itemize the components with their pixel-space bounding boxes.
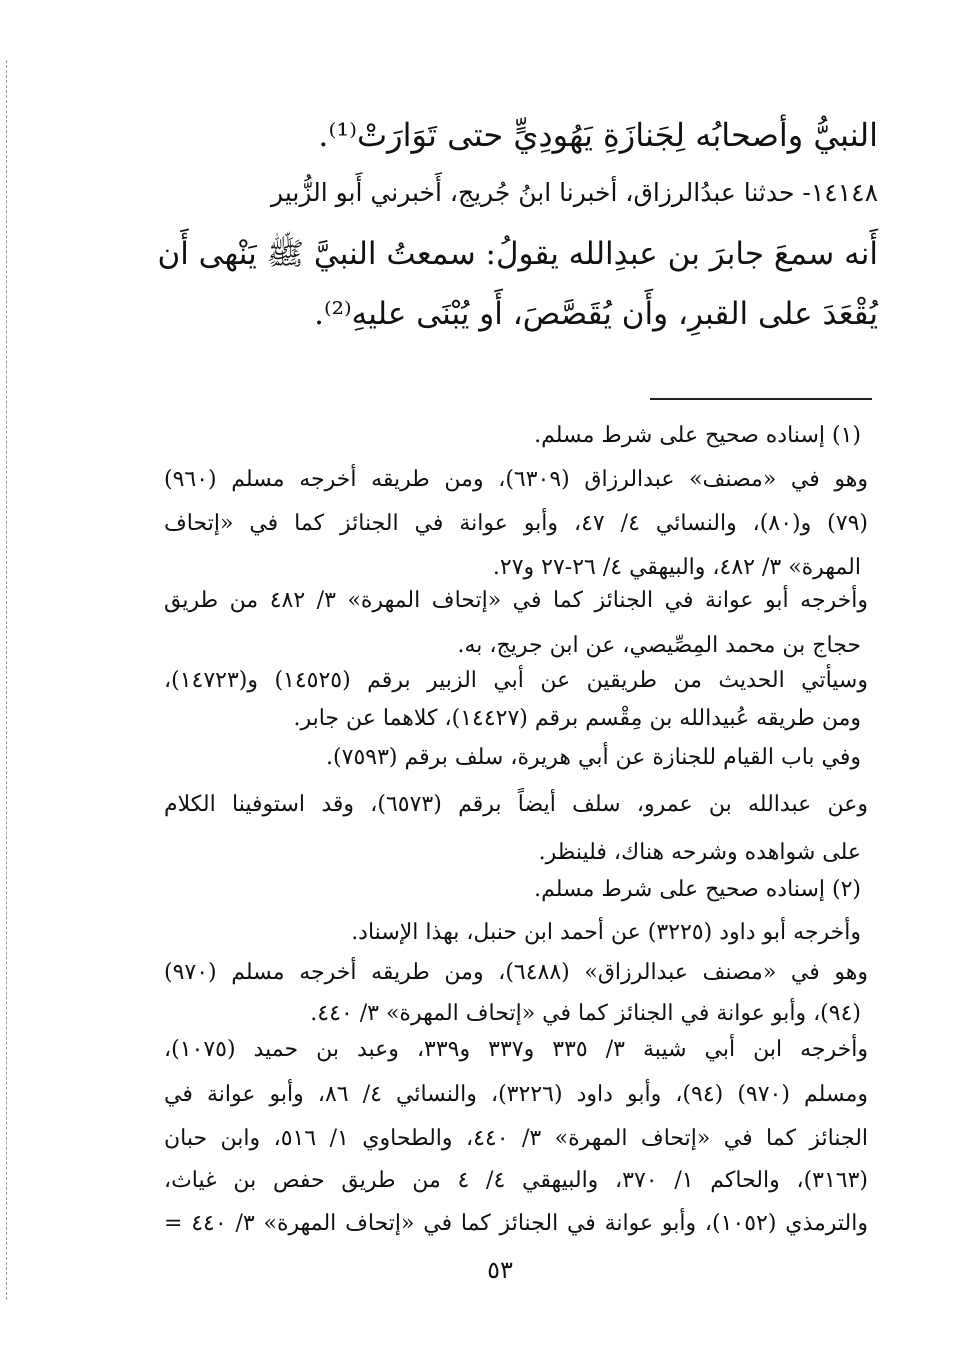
footnote-line: وسيأتي الحديث من طريقين عن أبي الزبير برقم (١٤٥٢٥) و(١٤٧٢٣)، [164,668,868,693]
footnote-2-heading: (٢) إسناده صحيح على شرط مسلم. [534,877,861,902]
footnote-line: (٩٤)، وأبو عوانة في الجنائز كما في «إتحاف المهرة» ٣/ ٤٤٠. [310,1001,861,1026]
footnote-line: الجنائز كما في «إتحاف المهرة» ٣/ ٤٤٠، والطحاوي ١/ ٥١٦، وابن حبان [164,1126,869,1151]
footnote-line: وهو في «مصنف عبدالرزاق» (٦٤٨٨)، ومن طريقه أخرجه مسلم (٩٧٠) [164,960,868,985]
scan-margin-line [6,60,7,1300]
footnote-separator [650,398,872,400]
main-text-line-4: يُقْعَدَ على القبرِ، وأَن يُقَصَّصَ، أَو يُبْنَى عليهِ⁽²⁾. [314,296,878,332]
footnote-line: وعن عبدالله بن عمرو، سلف أيضاً برقم (٦٥٧٣)، وقد استوفينا الكلام [164,792,868,817]
footnote-line: ومسلم (٩٧٠) (٩٤)، وأبو داود (٣٢٢٦)، والنسائي ٤/ ٨٦، وأبو عوانة في [164,1082,869,1107]
footnote-line: والترمذي (١٠٥٢)، وأبو عوانة في الجنائز كما في «إتحاف المهرة» ٣/ ٤٤٠ = [164,1211,868,1236]
footnote-line: المهرة» ٣/ ٤٨٢، والبيهقي ٤/ ٢٦-٢٧ و٢٧. [492,555,861,580]
footnote-1-heading: (١) إسناده صحيح على شرط مسلم. [534,423,861,448]
footnote-line: على شواهده وشرحه هناك، فلينظر. [538,840,861,865]
main-text-line-3: أَنه سمعَ جابرَ بن عبدِالله يقولُ: سمعتُ النبيَّ ﷺ يَنْهى أَن [157,236,878,272]
footnote-line: وأخرجه أبو عوانة في الجنائز كما في «إتحاف المهرة» ٣/ ٤٨٢ من طريق [164,588,869,613]
footnote-line: حجاج بن محمد المِصِّيصي، عن ابن جريج، به. [457,633,861,658]
footnote-line: (٧٩) و(٨٠)، والنسائي ٤/ ٤٧، وأبو عوانة في الجنائز كما في «إتحاف [164,511,868,536]
footnote-line: ومن طريقه عُبيدالله بن مِقْسم برقم (١٤٤٢٧)، كلاهما عن جابر. [293,706,861,731]
footnote-line: (٣١٦٣)، والحاكم ١/ ٣٧٠، والبيهقي ٤/ ٤ من طريق حفص بن غياث، [164,1168,869,1193]
hadith-isnad-line: ١٤١٤٨- حدثنا عبدُالرزاق، أخبرنا ابنُ جُريج، أَخبرني أَبو الزُّبير [271,178,878,207]
footnote-line: وأخرجه أبو داود (٣٢٢٥) عن أحمد ابن حنبل، بهذا الإسناد. [351,920,861,945]
page-number: ٥٣ [487,1256,513,1284]
footnote-line: وأخرجه ابن أبي شيبة ٣/ ٣٣٥ و٣٣٧ و٣٣٩، وعبد بن حميد (١٠٧٥)، [164,1037,869,1062]
footnote-line: وفي باب القيام للجنازة عن أبي هريرة، سلف برقم (٧٥٩٣). [326,745,861,770]
main-text-line-1: النبيُّ وأصحابُه لِجَنازَةِ يَهُودِيٍّ حتى تَوَارَتْ⁽¹⁾. [318,116,878,154]
footnote-line: وهو في «مصنف» عبدالرزاق (٦٣٠٩)، ومن طريقه أخرجه مسلم (٩٦٠) [164,467,868,492]
